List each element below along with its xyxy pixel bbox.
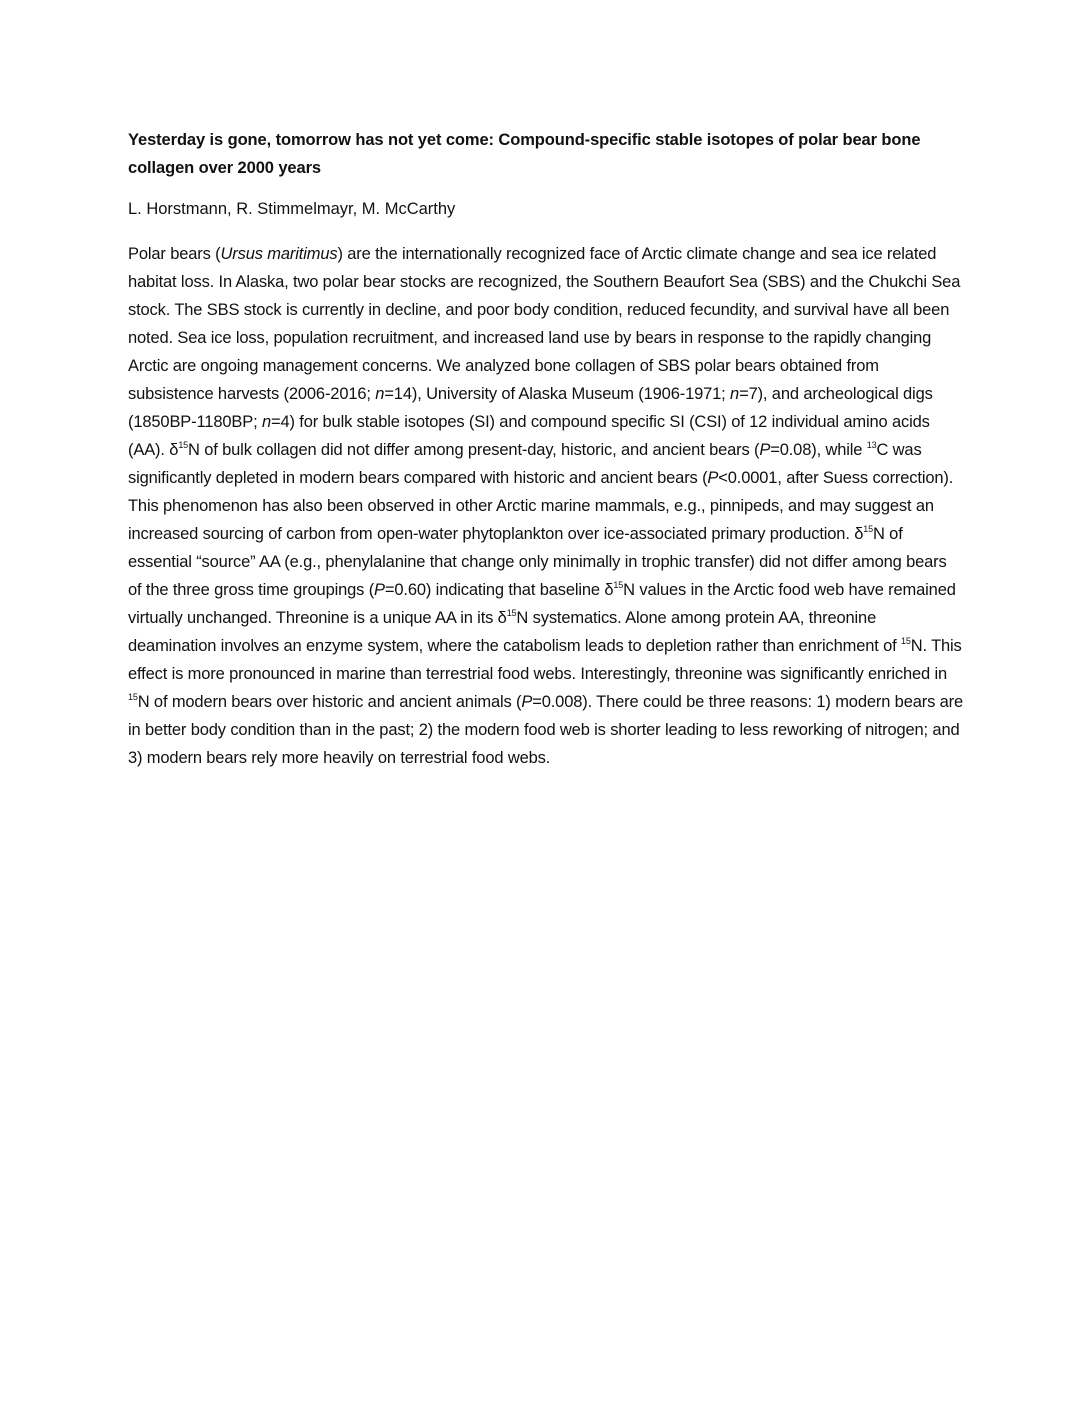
isotope-superscript: 15 [613, 580, 624, 590]
isotope-superscript: 15 [128, 692, 138, 702]
species-name: Ursus maritimus [220, 245, 338, 263]
p-value-symbol: P [521, 693, 533, 711]
isotope-superscript: 13 [866, 440, 877, 450]
isotope-superscript: 15 [178, 440, 189, 450]
p-value-symbol: P [759, 441, 771, 459]
abstract-text: N of modern bears over historic and ancient animals ( [137, 693, 522, 711]
isotope-superscript: 15 [506, 608, 517, 618]
abstract-text: ) are the internationally recognized face of Arctic climate change and sea ice related habitat loss. In Alaska, two polar bear stocks are recognized, the Southern Beaufort Sea (SBS) and the Chukchi Sea stock. The SBS stock is currently in decline, and poor body condition, reduced fecundity, and survival have all been noted. Sea ice loss, population recruitment, and increased land use by bears in response to the rapidly changing Arctic are ongoing management concerns. We analyzed bone collagen of SBS polar bears obtained from subsistence harvests (2006-2016; [128, 245, 961, 403]
abstract-text: =0.08), while [770, 441, 867, 459]
sample-size-symbol: n [375, 385, 385, 403]
abstract-text: =14), University of Alaska Museum (1906-1971; [384, 385, 731, 403]
abstract-text: N of essential “source” AA (e.g., phenylalanine that change only minimally in trophic transfer) did not differ among bears of the three gross time groupings ( [128, 525, 947, 599]
abstract-text: <0.0001, after Suess correction). This phenomenon has also been observed in other Arctic marine mammals, e.g., pinnipeds, and may suggest an increased sourcing of carbon from open-water phytoplankton over ice-associated primary production. δ [128, 469, 954, 543]
p-value-symbol: P [707, 469, 719, 487]
isotope-superscript: 15 [863, 524, 873, 534]
abstract-text: =7), and archeological digs (1850BP-1180BP; [128, 385, 933, 431]
abstract-text: =0.008). There could be three reasons: 1) modern bears are in better body condition than in the past; 2) the modern food web is shorter leading to less reworking of nitrogen; and 3) modern bears rely more heavily on terrestrial food webs. [128, 693, 964, 767]
p-value-symbol: P [374, 581, 385, 599]
abstract-text: C was significantly depleted in modern bears compared with historic and ancient bears ( [128, 441, 922, 487]
abstract-text: =0.60) indicating that baseline δ [384, 581, 614, 599]
author-list: L. Horstmann, R. Stimmelmayr, M. McCarthy [128, 200, 456, 218]
sample-size-symbol: n [261, 413, 271, 431]
abstract-text: N. This effect is more pronounced in marine than terrestrial food webs. Interestingly, threonine was significantly enriched in [128, 637, 962, 683]
abstract-text: N systematics. Alone among protein AA, threonine deamination involves an enzyme system, where the catabolism leads to depletion rather than enrichment of [128, 609, 902, 655]
abstract-paragraph [128, 240, 964, 772]
document-content [128, 126, 964, 772]
abstract-text: Polar bears ( [128, 245, 221, 263]
abstract-text: N of bulk collagen did not differ among present-day, historic, and ancient bears ( [188, 441, 760, 459]
abstract-text: N values in the Arctic food web have remained virtually unchanged. Threonine is a unique AA in its δ [128, 581, 956, 627]
document-title: Yesterday is gone, tomorrow has not yet come: Compound-specific stable isotopes of polar bear bone collagen over 2000 years [128, 131, 921, 177]
sample-size-symbol: n [730, 385, 740, 403]
abstract-text: =4) for bulk stable isotopes (SI) and compound specific SI (CSI) of 12 individual amino acids (AA). δ [128, 413, 930, 459]
isotope-superscript: 15 [901, 636, 911, 646]
